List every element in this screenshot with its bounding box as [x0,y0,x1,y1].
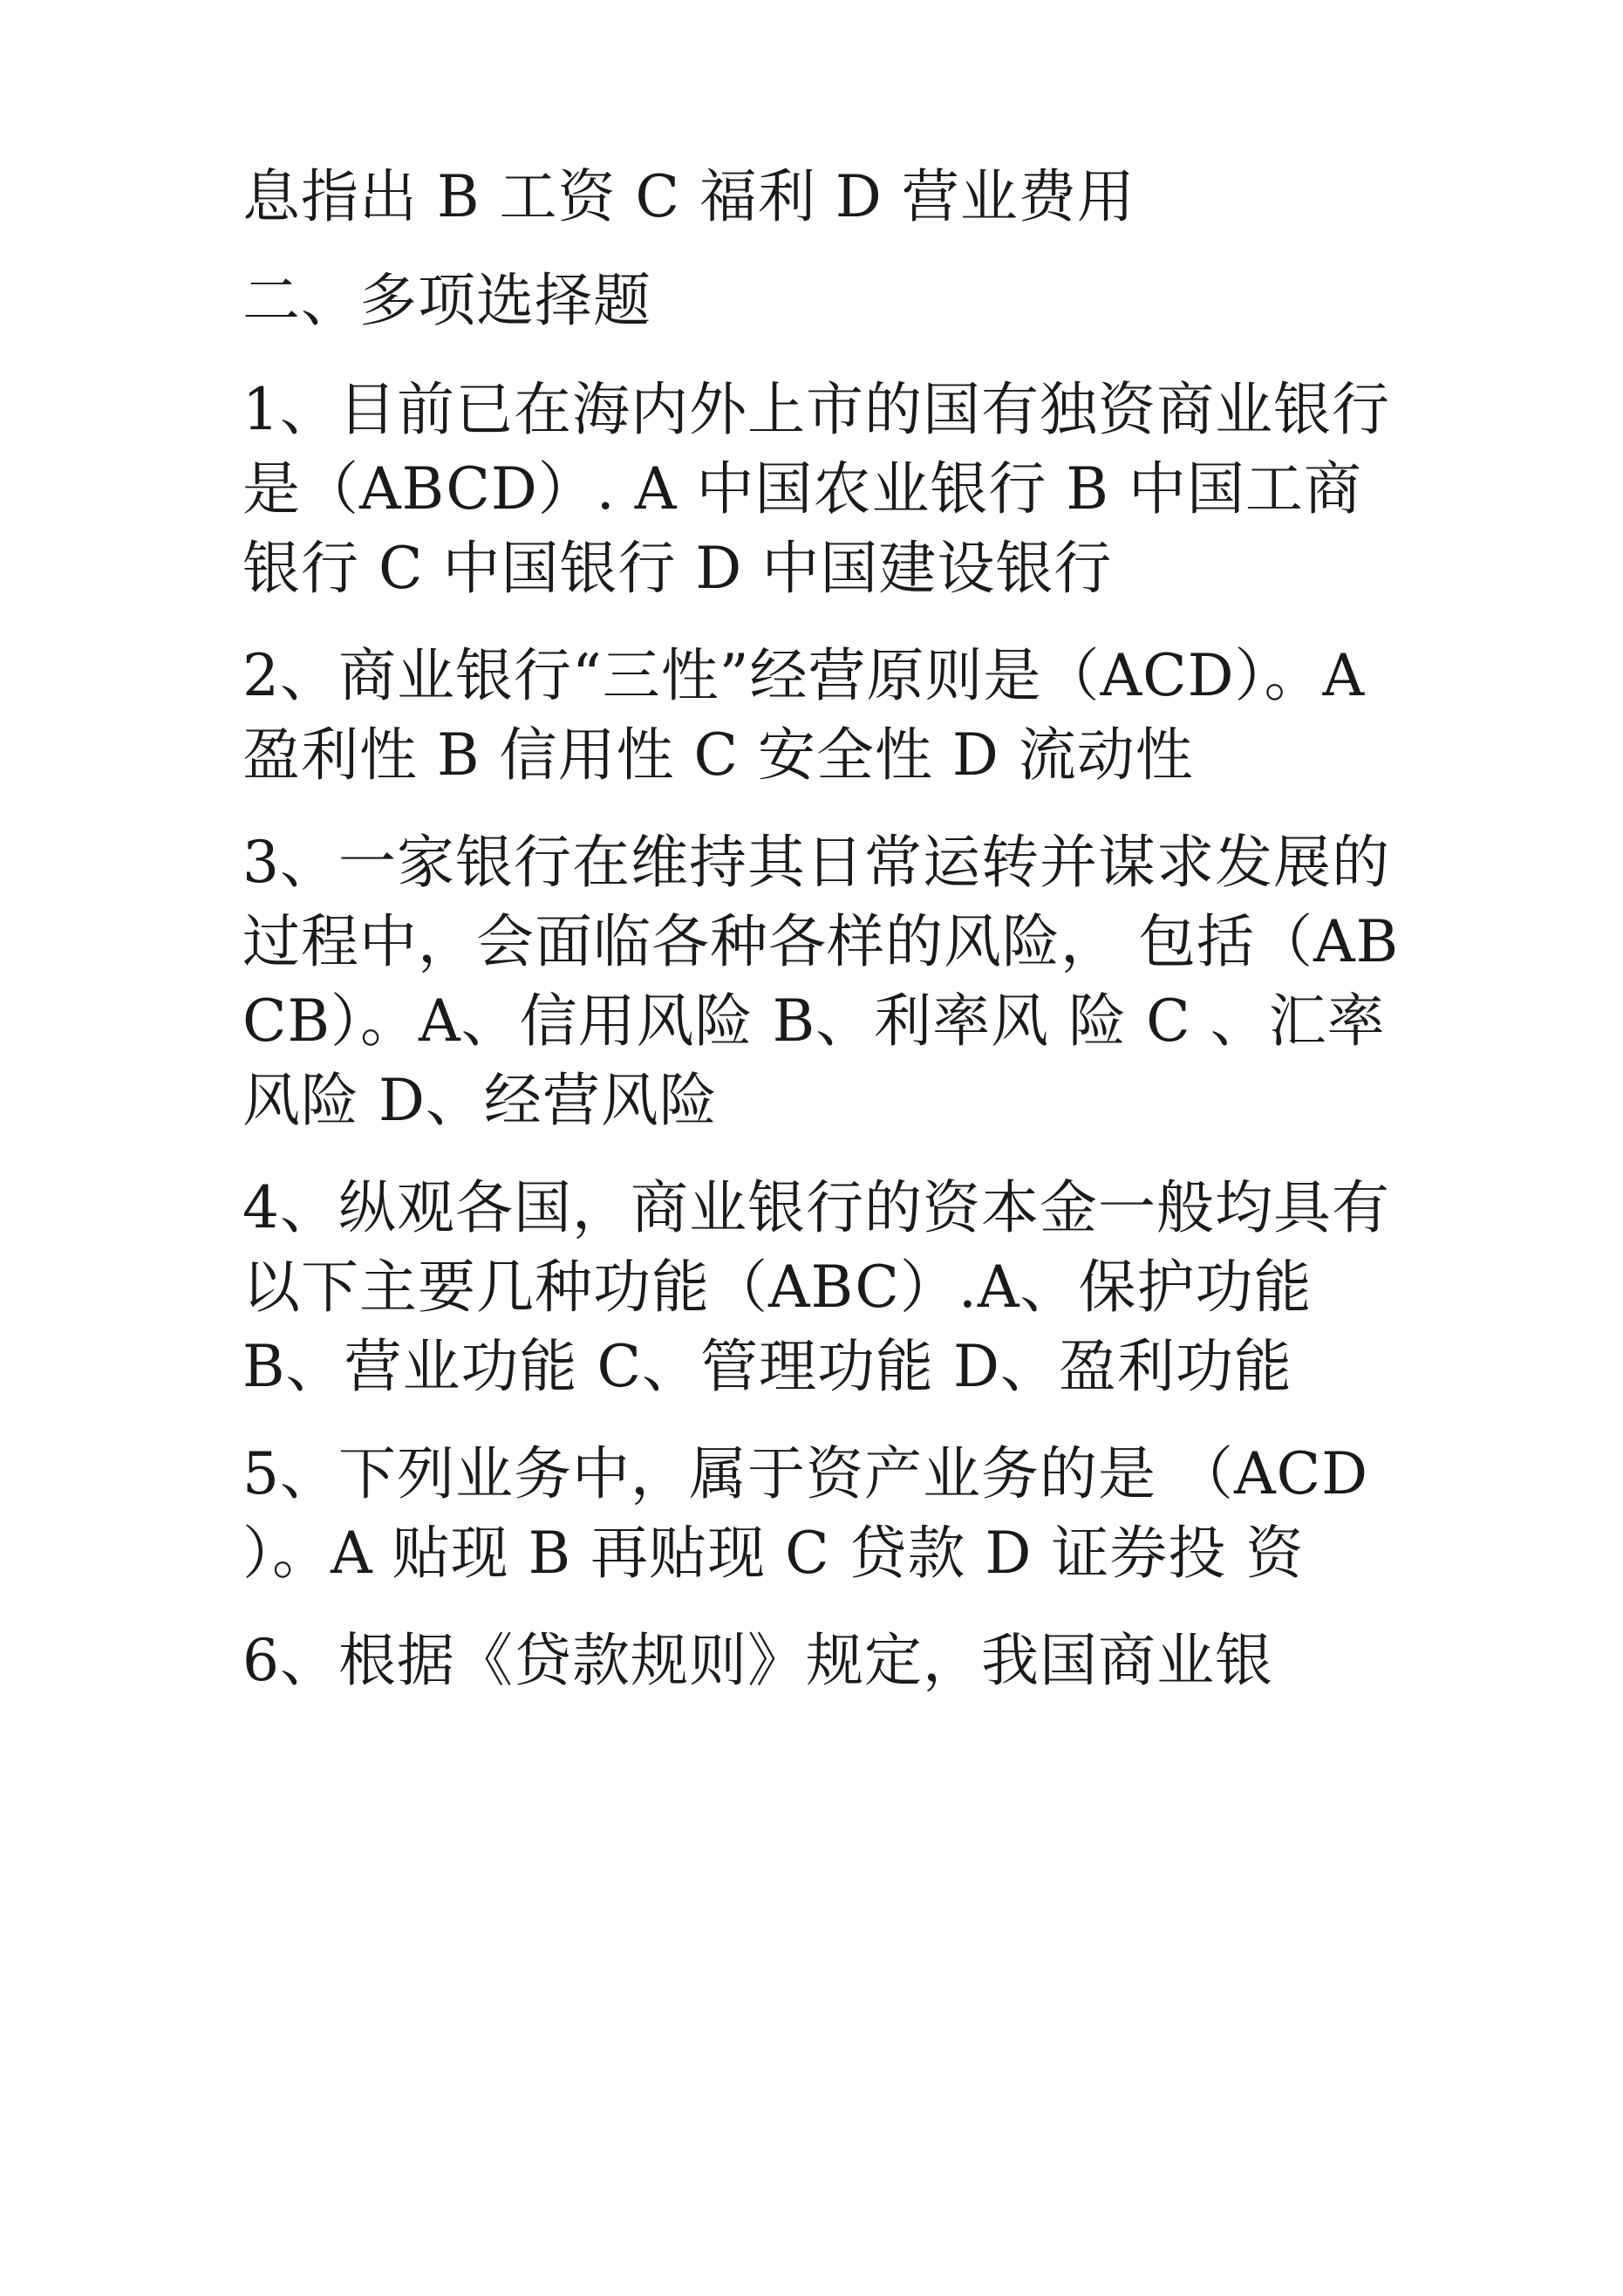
question-1: 1、目前已在海内外上市的国有独资商业银行是（ABCD）. A 中国农业银行 B 中国工商银行 C 中国银行 D 中国建设银行 [242,376,1390,602]
question-2: 2、商业银行“三性”经营原则是（ACD）。A 盈利性 B 信用性 C 安全性 D 流动性 [242,642,1366,789]
question-5: 5、下列业务中，属于资产业务的是 （ACD ）。A 贴现 B 再贴现 C 贷款 D 证券投 资 [242,1440,1369,1587]
document-body [242,157,1411,1728]
continuation-text: 息指出 B 工资 C 福利 D 营业费用 [242,163,1135,230]
section-heading: 二、多项选择题 [242,267,651,334]
question-3: 3、一家银行在维持其日常运转并谋求发展的过程中，会面临各种各样的风险， 包括（ABCB）。A、信用风险 B、利率风 险 C 、汇率风险 D、经营风险 [242,829,1400,1134]
question-6: 6、根据《贷款规则》规定，我国商业银 [242,1627,1273,1694]
question-4: 4、纵观各国，商业银行的资本金一般均具有以下主要几种功能（ABC）.A、保护功能 B、营业功能 C、管理功能 D、盈利功能 [242,1174,1390,1400]
